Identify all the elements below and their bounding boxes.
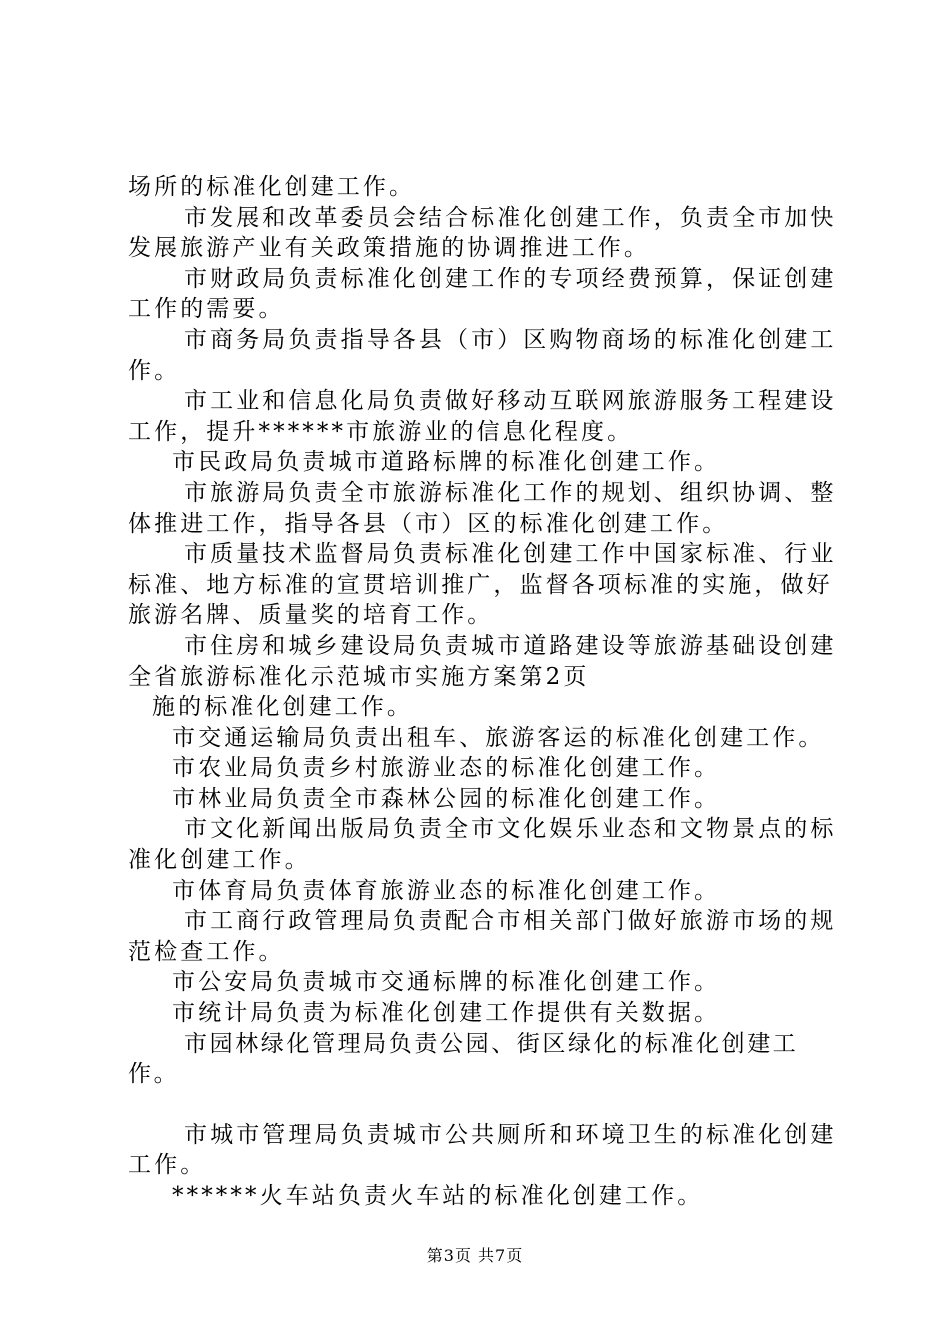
paragraph-8: 市质量技术监督局负责标准化创建工作中国家标准、行业标准、地方标准的宣贯培训推广，监督各项标准的实施，做好旅游名牌、质量奖的培育工作。 (128, 541, 837, 629)
paragraph-4: 市商务局负责指导各县（市）区购物商场的标准化创建工作。 (128, 326, 837, 384)
document-body (128, 172, 848, 1212)
paragraph-20: 市城市管理局负责城市公共厕所和环境卫生的标准化创建工作。 (128, 1121, 837, 1179)
paragraph-15: 市体育局负责体育旅游业态的标准化创建工作。 (172, 877, 721, 904)
paragraph-17: 市公安局负责城市交通标牌的标准化创建工作。 (172, 969, 721, 996)
paragraph-19: 市园林绿化管理局负责公园、街区绿化的标准化创建工作。 (128, 1030, 799, 1088)
paragraph-10: 施的标准化创建工作。 (152, 694, 413, 721)
paragraph-2: 市发展和改革委员会结合标准化创建工作，负责全市加快发展旅游产业有关政策措施的协调推进工作。 (128, 204, 837, 262)
paragraph-9: 市住房和城乡建设局负责城市道路建设等旅游基础设创建全省旅游标准化示范城市实施方案第2页 (128, 632, 837, 690)
paragraph-7: 市旅游局负责全市旅游标准化工作的规划、组织协调、整体推进工作，指导各县（市）区的标准化创建工作。 (128, 479, 837, 537)
paragraph-11: 市交通运输局负责出租车、旅游客运的标准化创建工作。 (172, 724, 825, 751)
paragraph-21: ******火车站负责火车站的标准化创建工作。 (172, 1183, 704, 1209)
paragraph-3: 市财政局负责标准化创建工作的专项经费预算，保证创建工作的需要。 (128, 265, 837, 323)
paragraph-1: 场所的标准化创建工作。 (128, 174, 416, 200)
paragraph-6: 市民政局负责城市道路标牌的标准化创建工作。 (172, 449, 721, 476)
paragraph-18: 市统计局负责为标准化创建工作提供有关数据。 (172, 1000, 721, 1027)
paragraph-14: 市文化新闻出版局负责全市文化娱乐业态和文物景点的标准化创建工作。 (128, 816, 837, 874)
paragraph-16: 市工商行政管理局负责配合市相关部门做好旅游市场的规范检查工作。 (128, 908, 837, 965)
paragraph-13: 市林业局负责全市森林公园的标准化创建工作。 (172, 785, 721, 812)
page-footer: 第3页 共7页 (426, 1246, 524, 1265)
paragraph-5: 市工业和信息化局负责做好移动互联网旅游服务工程建设工作，提升******市旅游业的信息化程度。 (128, 388, 837, 445)
paragraph-12: 市农业局负责乡村旅游业态的标准化创建工作。 (172, 755, 721, 782)
